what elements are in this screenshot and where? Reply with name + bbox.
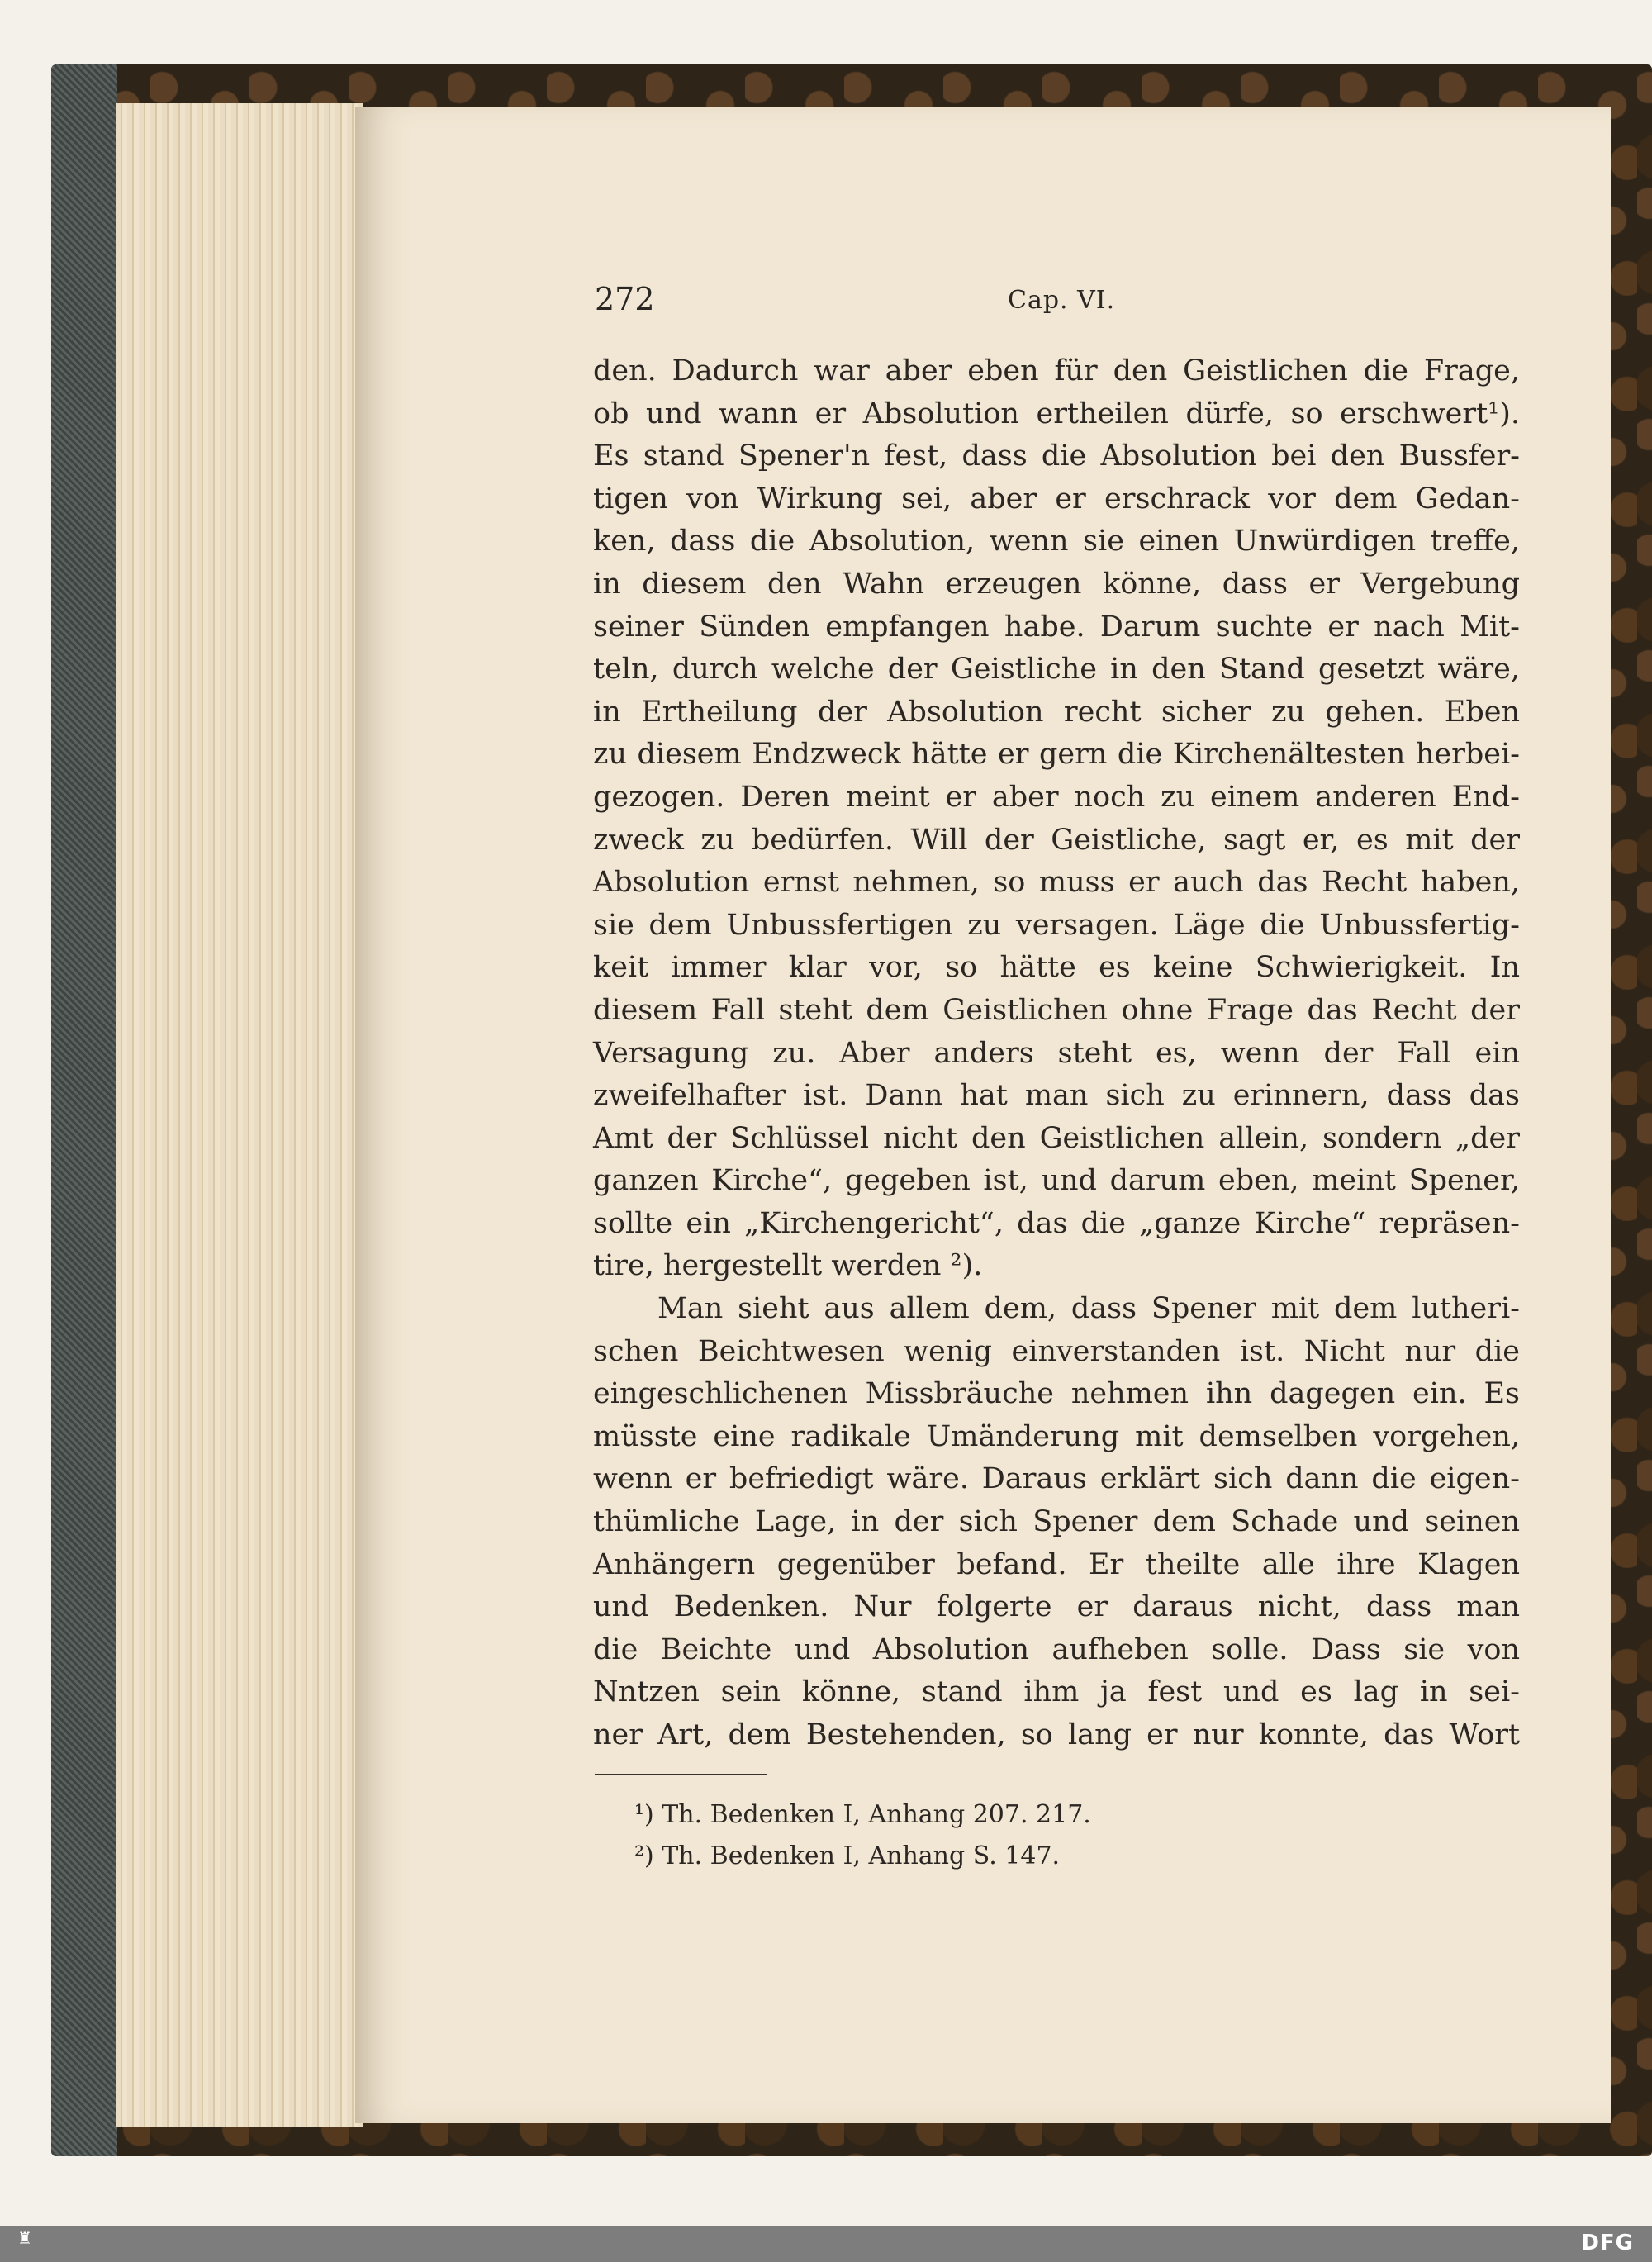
text-line: Absolution ernst nehmen, so muss er auch das Recht haben, — [593, 866, 1520, 900]
dfg-logo: DFG — [1581, 2231, 1634, 2255]
text-line: Man sieht aus allem dem, dass Spener mit dem lutheri- — [657, 1292, 1520, 1326]
text-line: ob und wann er Absolution ertheilen dürfe, so erschwert¹). — [593, 397, 1520, 430]
text-line: zu diesem Endzweck hätte er gern die Kirchenältesten herbei- — [593, 738, 1520, 772]
text-line: Es stand Spener'n fest, dass die Absolution bei den Bussfer- — [593, 440, 1520, 473]
footnote-rule — [595, 1774, 767, 1775]
text-line: in diesem den Wahn erzeugen könne, dass er Vergebung — [593, 567, 1520, 601]
text-line: Amt der Schlüssel nicht den Geistlichen allein, sondern „der — [593, 1121, 1520, 1155]
text-line: diesem Fall steht dem Geistlichen ohne Frage das Recht der — [593, 993, 1520, 1027]
page-header — [595, 281, 1528, 330]
body-text — [593, 350, 1520, 1757]
text-line: gezogen. Deren meint er aber noch zu einem anderen End- — [593, 780, 1520, 814]
text-line: thümliche Lage, in der sich Spener dem Schade und seinen — [593, 1505, 1520, 1539]
text-line: seiner Sünden empfangen habe. Darum suchte er nach Mit- — [593, 610, 1520, 644]
text-line: ganzen Kirche“, gegeben ist, und darum eben, meint Spener, — [593, 1164, 1520, 1198]
text-line: zweifelhafter ist. Dann hat man sich zu erinnern, dass das — [593, 1079, 1520, 1113]
text-line: ken, dass die Absolution, wenn sie einen Unwürdigen treffe, — [593, 525, 1520, 558]
text-line: sie dem Unbussfertigen zu versagen. Läge die Unbussfertig- — [593, 908, 1520, 942]
text-line: zweck zu bedürfen. Will der Geistliche, sagt er, es mit der — [593, 823, 1520, 857]
text-line: sollte ein „Kirchengericht“, das die „ganze Kirche“ repräsen- — [593, 1206, 1520, 1240]
page-edges — [116, 103, 363, 2127]
text-line: den. Dadurch war aber eben für den Geistlichen die Frage, — [593, 354, 1520, 387]
text-line: schen Beichtwesen wenig einverstanden ist. Nicht nur die — [593, 1334, 1520, 1368]
text-line: Nntzen sein könne, stand ihm ja fest und es lag in sei- — [593, 1675, 1520, 1709]
running-head: Cap. VI. — [1008, 286, 1116, 315]
text-line: wenn er befriedigt wäre. Daraus erklärt sich dann die eigen- — [593, 1462, 1520, 1496]
text-line: keit immer klar vor, so hätte es keine Schwierigkeit. In — [593, 951, 1520, 985]
footnote-1: ¹) Th. Bedenken I, Anhang 207. 217. — [634, 1800, 1091, 1829]
footnote-2: ²) Th. Bedenken I, Anhang S. 147. — [634, 1841, 1061, 1870]
library-logo-icon: ♜ — [17, 2228, 32, 2248]
text-line: Anhängern gegenüber befand. Er theilte alle ihre Klagen — [593, 1547, 1520, 1581]
text-line: Versagung zu. Aber anders steht es, wenn der Fall ein — [593, 1036, 1520, 1070]
page-number: 272 — [595, 281, 655, 317]
viewer-bottom-bar — [0, 2226, 1652, 2262]
book-spine-cloth — [51, 64, 117, 2156]
text-line: tire, hergestellt werden ²). — [593, 1249, 983, 1283]
text-line: ner Art, dem Bestehenden, so lang er nur konnte, das Wort — [593, 1718, 1520, 1751]
text-line: teln, durch welche der Geistliche in den Stand gesetzt wäre, — [593, 653, 1520, 687]
text-line: eingeschlichenen Missbräuche nehmen ihn dagegen ein. Es — [593, 1377, 1520, 1411]
text-line: und Bedenken. Nur folgerte er daraus nicht, dass man — [593, 1590, 1520, 1624]
text-line: tigen von Wirkung sei, aber er erschrack vor dem Gedan- — [593, 482, 1520, 516]
text-line: die Beichte und Absolution aufheben solle. Dass sie von — [593, 1632, 1520, 1666]
text-line: in Ertheilung der Absolution recht sicher zu gehen. Eben — [593, 695, 1520, 729]
text-line: müsste eine radikale Umänderung mit demselben vorgehen, — [593, 1419, 1520, 1453]
footnotes — [634, 1794, 1378, 1877]
